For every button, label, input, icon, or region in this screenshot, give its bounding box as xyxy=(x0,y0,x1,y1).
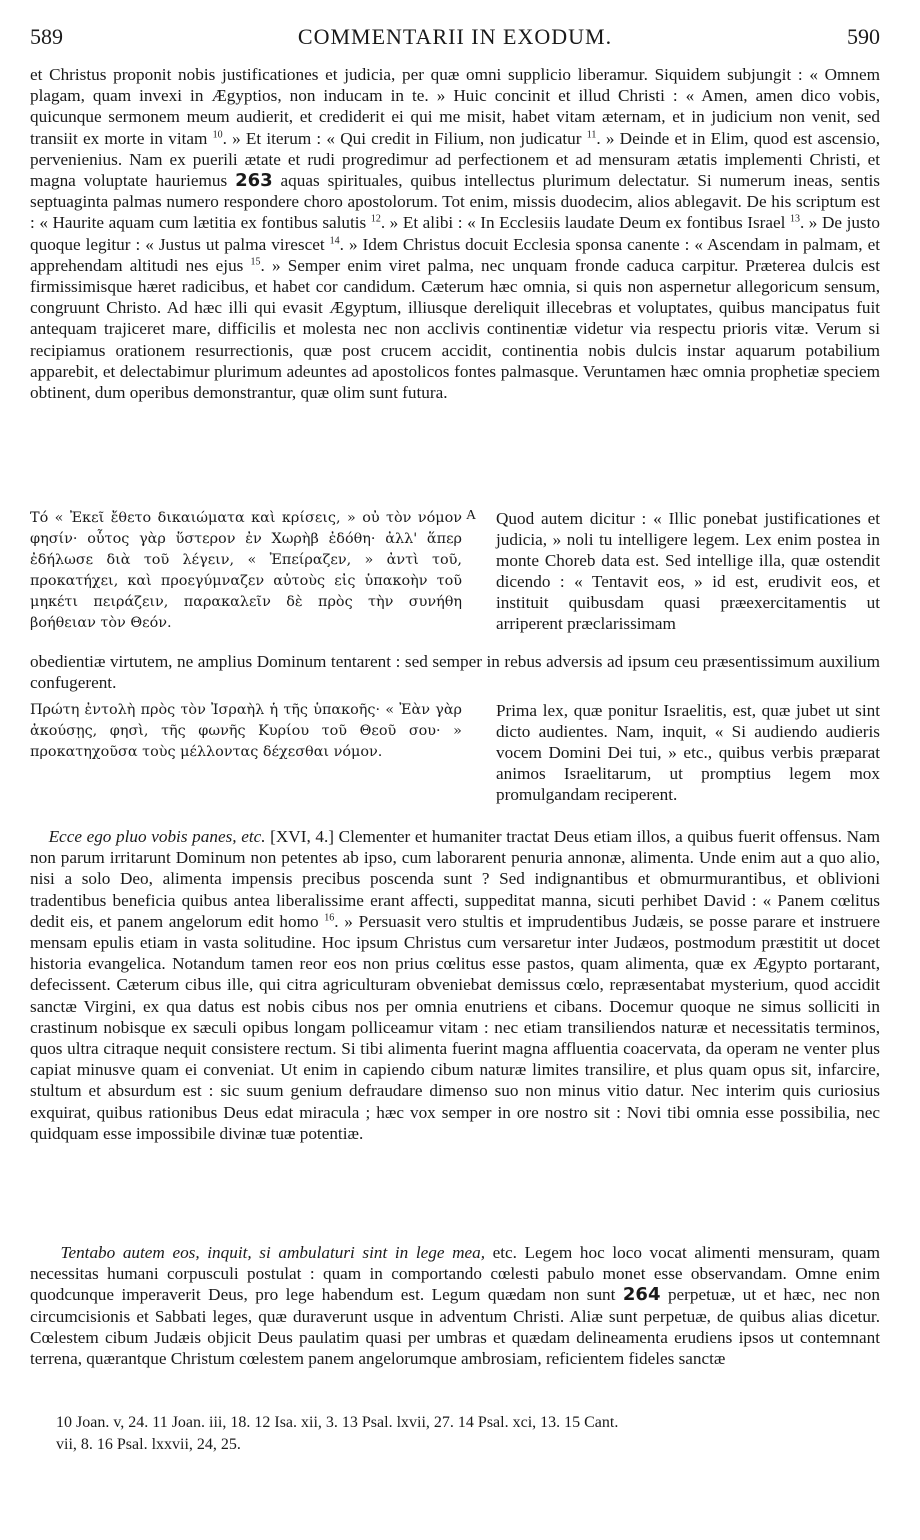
footnote-ref: 14 xyxy=(329,234,340,246)
paragraph-3 xyxy=(30,1242,880,1369)
running-title: COMMENTARII IN EXODUM. xyxy=(297,24,613,49)
latin-column-2: Prima lex, quæ ponitur Israelitis, est, quæ jubet ut sint dicto audientes. Nam, inquit, « Si audiendo audieris vocem Domini Dei tui, » etc., quibus verbis præparat animos Israelitarum, ut promptius legem mox promulgandam reciperent. xyxy=(496,701,880,804)
greek-column-1: Τό « Ἐκεῖ ἔθετο δικαιώματα καὶ κρίσεις, » οὐ τὸν νόμον φησίν· οὗτος γὰρ ὕστερον ἐν Χωρὴβ ἐδόθη· ἀλλ' ἅπερ ἐδήλωσε διὰ τοῦ λέγειν, « Ἐπείραζεν, » ἀντὶ τοῦ, προκατήχει, καὶ προεγύμναζεν αὐτοὺς εἰς ὑπακοὴν τοῦ μηκέτι πειράζειν, παρακαλεῖν δὲ πρὸς τὴν συνήθη βοήθειαν τὸν Θεόν. xyxy=(30,510,462,631)
latin-column-1: Quod autem dicitur : « Illic ponebat justificationes et judicia, » noli tu intelligere legem. Lex enim postea in monte Choreb data est. Sed intellige illa, quæ ostendit dicendo : « Tentavit eos, » id est, erudivit eos, et instituit quibusdam quasi præexercitamentis ut arriperent præclarissimam xyxy=(496,509,880,633)
footnote-ref: 15 xyxy=(250,256,261,268)
latin-continuation: obedientiæ virtutem, ne amplius Dominum tentarent : sed semper in rebus adversis ad ipsum ceu præsentissimum auxilium confugerent. xyxy=(30,652,880,693)
footnote-ref: 13 xyxy=(789,213,800,225)
page-header xyxy=(30,24,880,54)
greek-column-2: Πρώτη ἐντολὴ πρὸς τὸν Ἰσραὴλ ἡ τῆς ὑπακοῆς· « Ἐὰν γὰρ ἀκούσῃς, φησὶ, τῆς φωνῆς Κυρίου τοῦ Θεοῦ σου· » προκατηχοῦσα τοὺς μέλλοντας δέχεσθαι νόμον. xyxy=(30,702,462,760)
paragraph-3-text: Tentabo autem eos, inquit, si ambulaturi sint in lege mea, etc. Legem hoc loco vocat alimenti mensuram, quam necessitas humani corpusculi postulat : quam in comportando cœlesti pabulo monet esse observandam. Omne enim quodcunque imperaverit Deus, pro lege habendum est. Legum quædam non sunt 264 perpetuæ, ut et hæc, nec non circumcisionis et Sabbati leges, quæ duraverunt usque in adventum Christi. Aliæ sunt perpetuæ, de quibus alias dicetur. Cœlestem cibum Judæis objicit Deus paulatim quasi per umbras et quædam delineamenta erudiens ipsos ut contemnant terrena, quærantque Christum cœlestem panem angelorumque ambrosiam, reficientem fideles sanctæ xyxy=(30,1243,880,1369)
footnote-line: 10 Joan. v, 24. 11 Joan. iii, 18. 12 Isa. xii, 3. 13 Psal. lxvii, 27. 14 Psal. xci, 13. 15 Cant. xyxy=(56,1414,619,1431)
lemma: Ecce ego pluo vobis panes, etc. xyxy=(48,827,266,846)
paragraph-1-text: et Christus proponit nobis justificationes et judicia, per quæ omni supplicio liberamur. Siquidem subjungit : « Omnem plagam, quam invexi in Ægyptios, non inducam in te. » Huic concinit et illud Christi : « Amen, amen dico vobis, quicunque sermonem meum audierit, et crediderit ei qui me misit, habet vitam æternam, et in judicium non venit, sed transiit ex morte in vitam $^{10}$. » Et iterum : « Qui credit in Filium, non judicatur $^{11}$. » Deinde et in Elim, quod est ascensio, pervenienius. Nam ex puerili ætate et rudi progredimur ad perfectionem et ad mensuram ætatis implementi Christi, et magna voluptate hauriemus 263 aquas spirituales, quibus intellectus plurimum delectatur. Si numerum ineas, sentis septuaginta palmas numero respondere choro apostolorum. Tot enim, missis duodecim, alios ablegavit. De his scriptum est : « Haurite aquam cum lætitia ex fontibus salutis $^{12}$. » Et alibi : « In Ecclesiis laudate Deum ex fontibus Israel $^{13}$. » De justo quoque legitur : « Justus ut palma virescet $^{14}$. » Idem Christus docuit Ecclesia sponsa canente : « Ascendam in palmam, et apprehendam altitudi nes ejus $^{15}$. » Semper enim viret palma, nec unquam fronde caduca carpitur. Præterea dulcis est firmissimisque hæret radicibus, et habet cor candidum. Cæterum hæc omnia, si quis non aspernetur allegoricum sensum, congruunt Christo. Ad hæc illi qui evasit Ægyptum, illiusque dereliquit illecebras et voluptates, quibus mancipatus fuit antequam trajiceret mare, difficilis et molesta nec non acclivis continentiæ videtur via respectu prioris vitæ. Verum si recipiamus orationem resurrectionis, quæ post crucem accidit, continentia nobis dulcis instar aquarum potabilium apparebit, et delectabimur plurimum adeuntes ad apostolicos fontes palmasque. Veruntamen hæc omnia prophetiæ speciem obtinent, dum operibus demonstrantur, quæ olim sunt futura. xyxy=(30,65,881,403)
page-marker: 263 xyxy=(235,170,273,192)
lemma: Tentabo autem eos, inquit, si ambulaturi sint in lege mea, xyxy=(60,1243,485,1262)
footnote-ref: 12 xyxy=(370,213,381,225)
footnote-ref: 16 xyxy=(324,912,335,924)
page-number-right: 590 xyxy=(847,24,880,49)
footnotes xyxy=(30,1412,880,1456)
margin-letter: A xyxy=(466,508,477,523)
page-marker: 264 xyxy=(622,1284,661,1306)
footnote-ref: 10 xyxy=(212,128,223,140)
paragraph-1 xyxy=(30,64,880,403)
paragraph-2-text: Ecce ego pluo vobis panes, etc. [XVI, 4.] Clementer et humaniter tractat Deus etiam illos, a quibus fuerit offensus. Nam non parum irritarunt Dominum non petentes ab ipso, cum laborarent penuria annonæ, alimenta. Unde enim aut a quo alio, nisi a solo Deo, alimenta impensis precibus poscenda sunt ? Sed indignantibus et obmurmurantibus, et oblivioni tradentibus beneficia quibus antea liberalissime erant affecti, suppeditat manna, sicuti perhibet David : « Panem cœlitus dedit eis, et panem angelorum edit homo $^{16}$. » Persuasit vero stultis et imprudentibus Judæis, se posse parare et instruere mensam epulis etiam in vasta solitudine. Hoc ipsum Christus cum versaretur inter Judæos, postmodum præstitit ut docet historia evangelica. Notandum tamen reor eos non prius cœlitus esse pastos, quam alimenta, quæ ex Ægypto portarant, defecissent. Cæterum cibus ille, qui citra agriculturam obveniebat demissus cœlo, repræsentabat mysterium, quod accidit sanctæ Virgini, ex qua datus est nobis cibus nos per omnia enutriens et cibans. Docemur quoque ne simus solliciti in crastinum nobisque ex sæculi opibus longam polliceamur vitam : nec etiam transiliendos naturæ et necessitatis terminos, quos ultra citraque nequit consistere rectum. Si tibi alimenta fuerint magna affluentia coacervata, da operam ne venter plus capiat minusve quam ei conveniat. Ut enim in capiendo cibum naturæ limites transilire, et plus quam opus sit, infarcire, stultum et absurdum est : sic suum genium defraudare dimenso suo non minus vitio datur. Nec interim quis curiosius exquirat, quibus rationibus Deus edat miracula ; hæc vox semper in ore nostro sit : Novi tibi omnia esse possibilia, nec quidquam esse impossibile divinæ tuæ potentiæ. xyxy=(30,827,881,1143)
paragraph-2 xyxy=(30,826,880,1144)
page-number-left: 589 xyxy=(30,24,63,49)
footnote-ref: 11 xyxy=(586,128,597,140)
footnote-line: vii, 8. 16 Psal. lxxvii, 24, 25. xyxy=(56,1436,241,1453)
